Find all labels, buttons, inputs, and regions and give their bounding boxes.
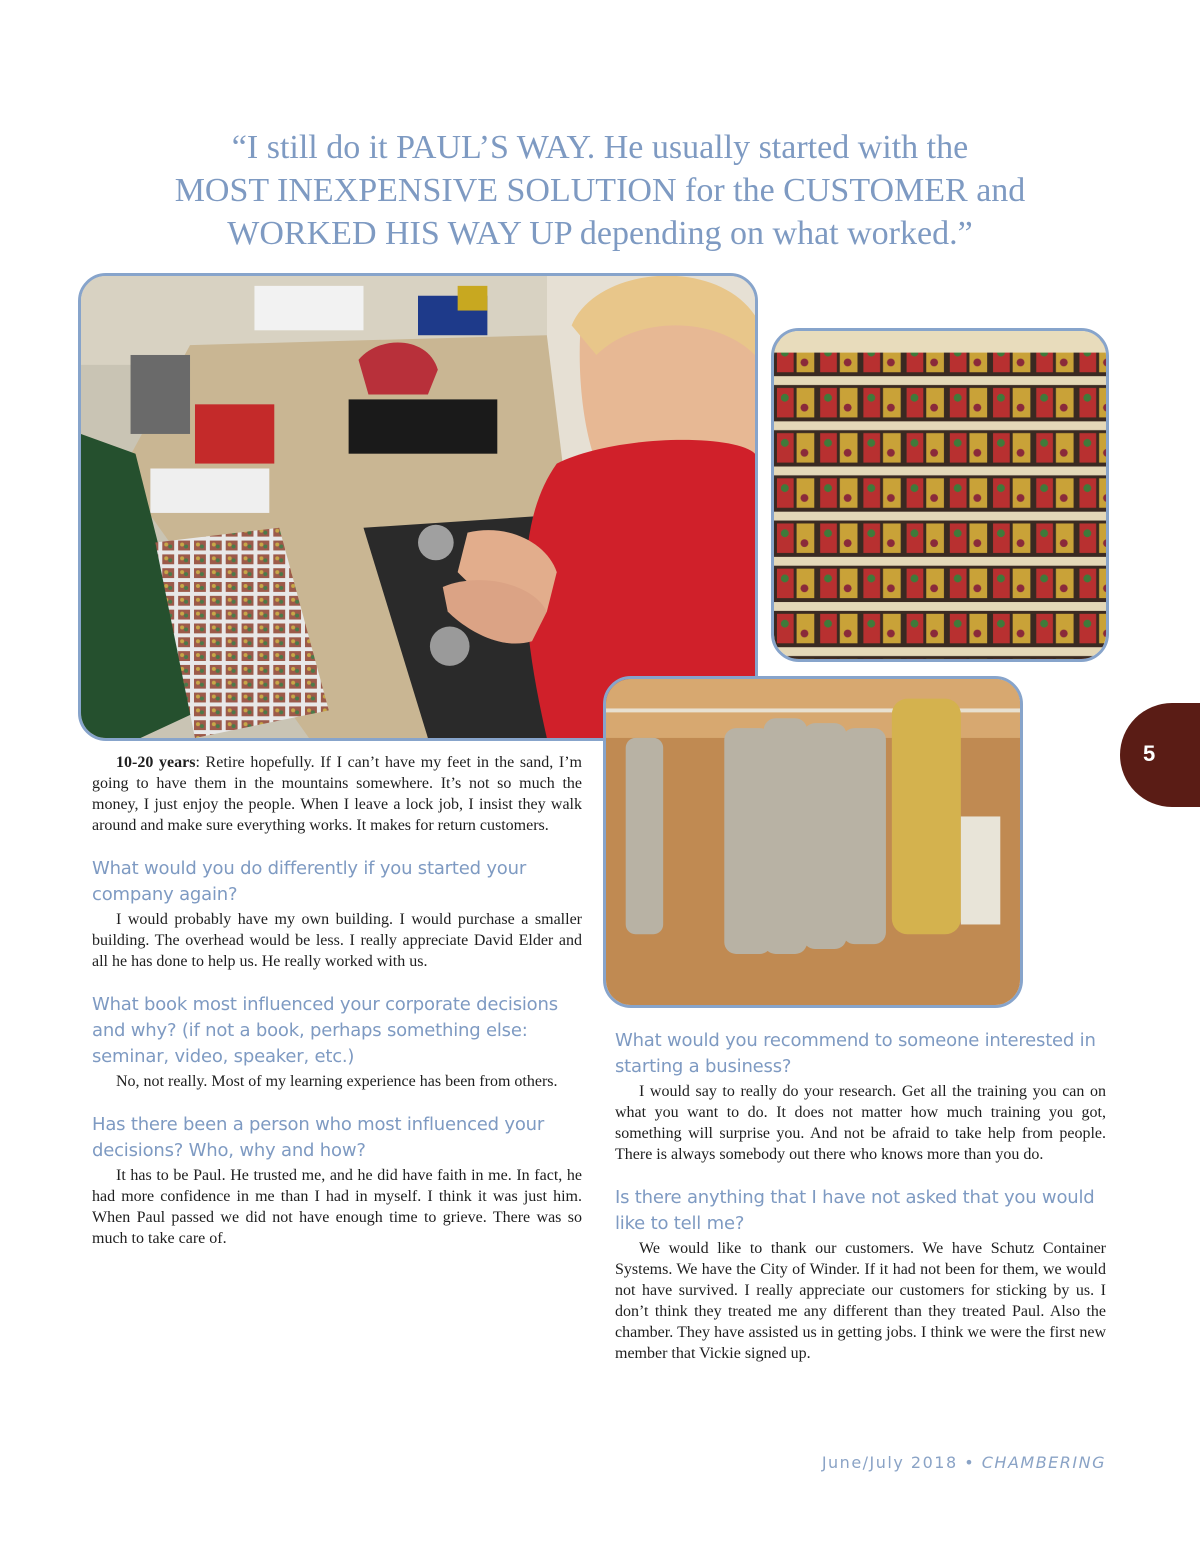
right-column: [615, 1028, 1106, 1364]
page-number-tab: [1120, 703, 1200, 807]
footer-magazine: CHAMBERING: [981, 1453, 1106, 1472]
answer-4: I would say to really do your research. Get all the training you can on what you want to do. It does not matter how much training you got, something will surprise you. And not be afraid to take help from people. There is always somebody out there who knows more than you do.: [615, 1083, 1106, 1163]
intro-text: : Retire hopefully. If I can’t have my feet in the sand, I’m going to have them in the mountains somewhere. It’s not so much the money, I just enjoy the people. When I leave a lock job, I insist they walk around and make sure everything works. It makes for return customers.: [92, 754, 582, 834]
pull-quote-line-2: MOST INEXPENSIVE SOLUTION for the CUSTOMER and: [174, 172, 1026, 209]
question-1: What would you do differently if you started your company again?: [92, 858, 527, 905]
pin-trays-photo: [771, 328, 1109, 662]
footer-issue: June/July 2018: [821, 1453, 958, 1472]
left-column: [92, 752, 582, 1249]
answer-1: I would probably have my own building. I would purchase a smaller building. The overhead would be less. I really appreciate David Elder and all he has done to help us. He really worked with us.: [92, 911, 582, 970]
question-3: Has there been a person who most influenced your decisions? Who, why and how?: [92, 1114, 545, 1161]
question-5: Is there anything that I have not asked that you would like to tell me?: [615, 1187, 1095, 1234]
answer-3: It has to be Paul. He trusted me, and he did have faith in me. In fact, he had more confidence in me than I had in myself. I think it was just him. When Paul passed we did not have enough time to grieve. There was so much to take care of.: [92, 1167, 582, 1247]
footer-separator: •: [964, 1453, 976, 1472]
pull-quote-line-3: WORKED HIS WAY UP depending on what worked.”: [227, 215, 973, 252]
answer-5: We would like to thank our customers. We have Schutz Container Systems. We have the City of Winder. If it had not been for them, we would not have survived. I really appreciate our customers for sticking by us. I don’t think they treated me any different than they treated Paul. Also the chamber. They have assisted us in getting jobs. I think we were the first new member that Vickie signed up.: [615, 1240, 1106, 1362]
intro-label: 10-20 years: [116, 754, 196, 771]
workbench-photo-art: [81, 276, 755, 738]
question-2: What book most influenced your corporate decisions and why? (if not a book, perhaps something else: seminar, video, speaker, etc.): [92, 994, 558, 1067]
key-blanks-photo: [603, 676, 1023, 1008]
footer: [822, 1453, 1106, 1472]
workbench-photo: [78, 273, 758, 741]
key-blanks-photo-art: [606, 679, 1020, 1005]
intro-paragraph: [92, 752, 582, 836]
pin-trays-photo-art: [774, 331, 1106, 659]
pull-quote: [100, 126, 1100, 255]
page-number: 5: [1143, 741, 1156, 766]
answer-2: No, not really. Most of my learning experience has been from others.: [116, 1073, 558, 1090]
question-4: What would you recommend to someone interested in starting a business?: [615, 1030, 1096, 1077]
pull-quote-line-1: “I still do it PAUL’S WAY. He usually started with the: [231, 129, 969, 166]
